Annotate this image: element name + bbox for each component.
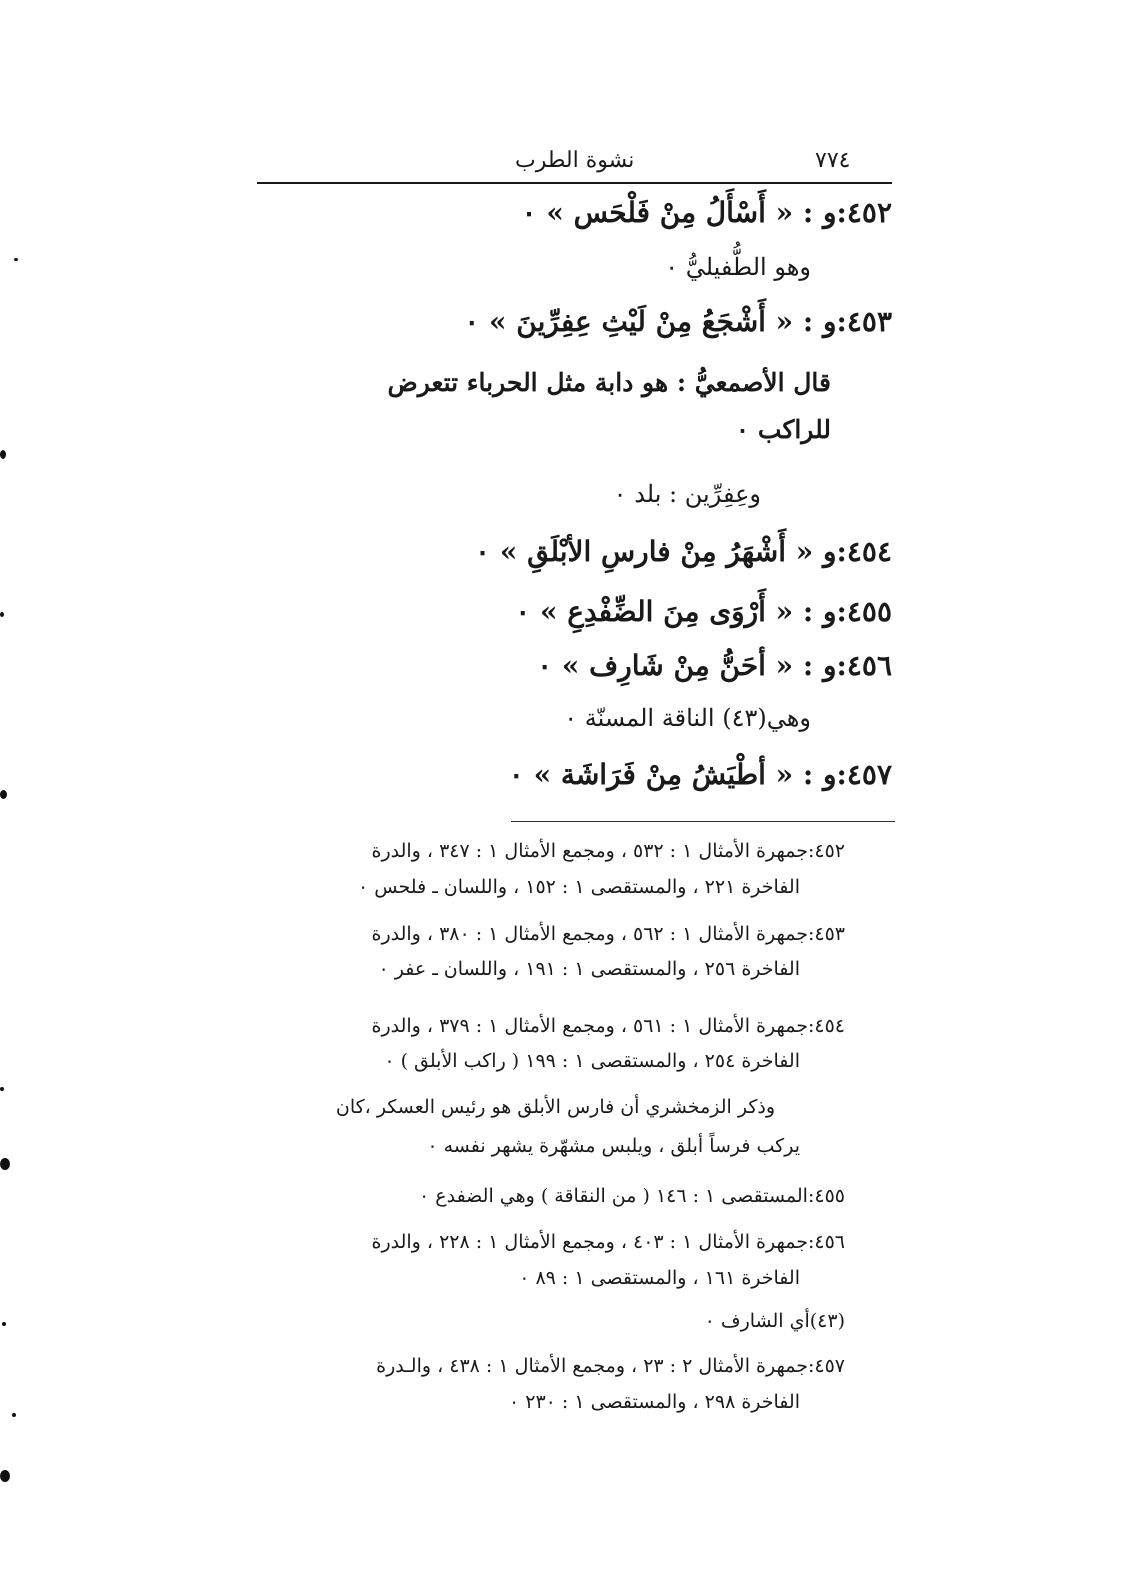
page-number: ٧٧٤ (815, 148, 851, 173)
header-rule (257, 182, 892, 184)
footnote-43: (٤٣)أي الشارف ۰ (704, 1310, 845, 1332)
scan-speck (0, 1470, 10, 1482)
entry-453-note-2: للراكب ۰ (735, 415, 831, 444)
entry-453-note-3: وعِفِرِّين : بلد ۰ (613, 480, 761, 508)
footnote-rule (511, 821, 895, 822)
entry-453-note-1: قال الأصمعيُّ : هو دابة مثل الحرباء تتعرض (387, 368, 831, 397)
scan-speck (0, 450, 6, 459)
scan-speck (12, 1413, 16, 1417)
footnote-457-line-2: الفاخرة ٢٩٨ ، والمستقصى ١ : ٢٣٠ ۰ (508, 1391, 800, 1413)
entry-456: ٤٥٦:و : « أحَنُّ مِنْ شَارِف » ۰ (537, 649, 892, 682)
footnote-453-line-2: الفاخرة ٢٥٦ ، والمستقصى ١ : ١٩١ ، واللسان ـ عفر ۰ (378, 958, 800, 980)
entry-453: ٤٥٣:و : « أَشْجَعُ مِنْ لَيْثِ عِفِرِّينَ » ۰ (464, 305, 892, 338)
scan-speck (0, 612, 4, 617)
entry-452-note: وهو الطُّفيليُّ ۰ (665, 253, 811, 281)
scan-speck (0, 790, 7, 799)
footnote-456-line-2: الفاخرة ١٦١ ، والمستقصى ١ : ٨٩ ۰ (519, 1267, 800, 1289)
footnote-454-line-3: وذكر الزمخشري أن فارس الأبلق هو رئيس العسكر ،كان (335, 1096, 775, 1118)
scan-speck (0, 1087, 4, 1091)
entry-456-note: وهي(٤٣) الناقة المسنّة ۰ (564, 704, 811, 732)
footnote-455: ٤٥٥:المستقصى ١ : ١٤٦ ( من النقاقة ) وهي الضفدع ۰ (419, 1185, 845, 1207)
footnote-453-line-1: ٤٥٣:جمهرة الأمثال ١ : ٥٦٢ ، ومجمع الأمثال ١ : ٣٨٠ ، والدرة (371, 923, 845, 945)
footnote-454-line-2: الفاخرة ٢٥٤ ، والمستقصى ١ : ١٩٩ ( راكب الأبلق ) ۰ (384, 1050, 800, 1072)
scan-speck (0, 1158, 10, 1170)
footnote-457-line-1: ٤٥٧:جمهرة الأمثال ٢ : ٢٣ ، ومجمع الأمثال ١ : ٤٣٨ ، والـدرة (376, 1355, 845, 1377)
footnote-452-line-2: الفاخرة ٢٢١ ، والمستقصى ١ : ١٥٢ ، واللسان ـ فلحس ۰ (358, 876, 800, 898)
entry-452: ٤٥٢:و : « أَسْأَلُ مِنْ فَلْحَس » ۰ (521, 196, 892, 229)
footnote-452-line-1: ٤٥٢:جمهرة الأمثال ١ : ٥٣٢ ، ومجمع الأمثال ١ : ٣٤٧ ، والدرة (371, 840, 845, 862)
entry-454: ٤٥٤:و « أَشْهَرُ مِنْ فارسِ الأبْلَقِ » ۰ (475, 535, 892, 568)
scan-speck (14, 258, 18, 261)
scan-speck (2, 1322, 6, 1326)
running-title: نشوة الطرب (515, 148, 635, 173)
footnote-454-line-4: يركب فرساً أبلق ، ويلبس مشهّرة يشهر نفسه ۰ (427, 1135, 800, 1157)
footnote-456-line-1: ٤٥٦:جمهرة الأمثال ١ : ٤٠٣ ، ومجمع الأمثال ١ : ٢٢٨ ، والدرة (371, 1231, 845, 1253)
entry-455: ٤٥٥:و : « أَرْوَى مِنَ الضِّفْدِعِ » ۰ (515, 595, 892, 628)
footnote-454-line-1: ٤٥٤:جمهرة الأمثال ١ : ٥٦١ ، ومجمع الأمثال ١ : ٣٧٩ ، والدرة (371, 1015, 845, 1037)
entry-457: ٤٥٧:و : « أطْيَشُ مِنْ فَرَاشَة » ۰ (508, 758, 892, 791)
